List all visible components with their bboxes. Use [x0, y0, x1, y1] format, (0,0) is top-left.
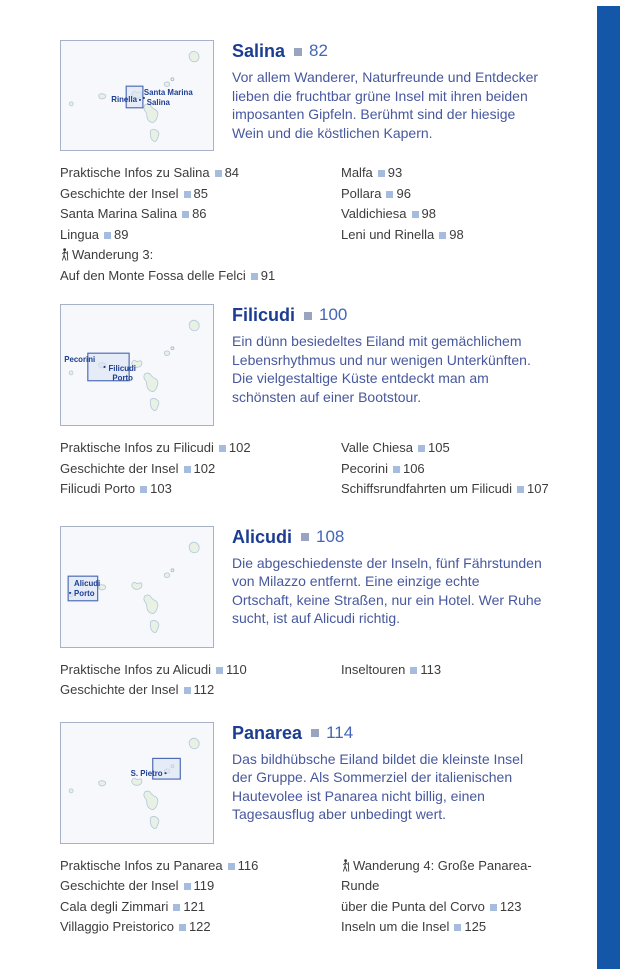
aeolian-islands-map	[61, 305, 213, 425]
toc-entry-page: 107	[527, 481, 549, 496]
toc-entry[interactable]	[341, 917, 570, 938]
toc-entry-label: Lingua	[60, 226, 100, 242]
toc-entry[interactable]	[341, 459, 570, 480]
page-marker	[179, 924, 186, 931]
toc-entry-label: Valdichiesa	[341, 206, 407, 221]
page-marker	[294, 48, 302, 56]
toc-entry[interactable]	[60, 876, 341, 897]
toc-entry-label: Geschichte der Insel	[60, 185, 179, 201]
map-thumbnail-filicudi	[60, 304, 214, 426]
toc-column-left	[60, 438, 341, 500]
toc-entry[interactable]	[341, 204, 570, 225]
toc-entry-label: Praktische Infos zu Alicudi	[60, 661, 212, 677]
toc-entry[interactable]	[341, 163, 570, 184]
page-marker	[104, 232, 111, 239]
toc-entry-label: Leni und Rinella	[341, 226, 435, 242]
page-edge-bar	[597, 6, 620, 969]
section-title: Panarea	[232, 722, 303, 743]
toc-entry-page: 121	[183, 898, 206, 914]
page-marker	[410, 667, 417, 674]
toc-entry-page: 89	[114, 226, 129, 242]
toc-entry[interactable]	[60, 184, 341, 205]
toc-entry-page: 86	[192, 206, 207, 221]
toc-column-right	[341, 163, 570, 286]
toc-entry-page: 116	[237, 857, 259, 873]
page-marker	[454, 924, 461, 931]
map-label-primary: Filicudi	[108, 363, 136, 373]
page-marker	[184, 466, 191, 473]
toc-entry-label: über die Punta del Corvo	[341, 898, 485, 914]
toc-column-left	[60, 856, 341, 938]
section-page-number: 82	[309, 41, 328, 60]
toc-entry-label: Auf den Monte Fossa delle Felci	[60, 267, 246, 283]
map-label-primary: Porto	[74, 588, 95, 598]
toc-entry-page: 110	[226, 661, 247, 677]
page-marker	[251, 273, 258, 280]
toc-entry-page: 91	[260, 267, 276, 283]
toc-entry-page: 123	[499, 898, 522, 914]
page-marker	[182, 211, 189, 218]
aeolian-islands-map	[61, 41, 213, 150]
toc-entry[interactable]	[341, 225, 570, 246]
section-filicudi	[60, 304, 570, 500]
toc-entry[interactable]	[60, 245, 341, 286]
toc-entry-page: 84	[224, 165, 240, 180]
toc-entry-label: Wanderung 3:	[72, 247, 154, 262]
aeolian-islands-map	[61, 723, 213, 843]
page-marker	[393, 466, 400, 473]
hiker-icon	[341, 859, 350, 872]
toc-entry-page: 102	[193, 460, 216, 476]
page-marker	[184, 883, 191, 890]
toc-entry-label: Valle Chiesa	[341, 440, 414, 455]
section-description: Die abgeschiedenste der Inseln, fünf Fährstunden von Milazzo entfernt. Eine einzige echte Ortschaft, keine Straßen, nur ein Hotel. Wer Ruhe sucht, ist auf Alicudi richtig.	[232, 554, 542, 626]
toc-entry-label: Schiffsrundfahrten um Filicudi	[341, 481, 513, 496]
map-label-primary: Santa Marina	[143, 88, 193, 98]
toc-entry-page: 112	[193, 682, 215, 697]
toc-entry-page: 105	[428, 440, 450, 455]
page-marker	[418, 445, 425, 452]
page-marker	[184, 191, 191, 198]
page-marker	[304, 312, 312, 320]
page-marker	[412, 211, 419, 218]
toc-entry-label: Cala degli Zimmari	[60, 898, 169, 914]
toc-entry-page: 106	[402, 460, 425, 476]
page-marker	[140, 486, 147, 493]
toc-entry[interactable]	[60, 459, 341, 480]
toc-column-right	[341, 438, 570, 500]
toc-entry-page: 119	[193, 878, 215, 893]
toc-entry-page: 103	[150, 481, 172, 496]
section-alicudi	[60, 526, 570, 701]
page-marker	[216, 667, 223, 674]
toc-entry[interactable]	[60, 225, 341, 246]
map-thumbnail-panarea	[60, 722, 214, 844]
toc-entry-page: 85	[193, 185, 208, 201]
map-label-secondary: Pecorini	[64, 355, 96, 365]
page-marker	[386, 191, 393, 198]
toc-entry-label: Filicudi Porto	[60, 481, 136, 496]
section-heading	[232, 40, 542, 62]
toc-entry-page: 93	[387, 165, 403, 180]
section-description: Das bildhübsche Eiland bildet die kleinste Insel der Gruppe. Als Sommerziel der italienischen Hautevolee ist Panarea nicht billig, einen Tagesausflug aber unbedingt wert.	[232, 750, 524, 822]
toc-entry[interactable]	[60, 856, 341, 877]
toc-entry[interactable]	[341, 438, 570, 459]
toc-column-right	[341, 856, 570, 938]
toc-entry-label: Praktische Infos zu Filicudi	[60, 440, 214, 455]
toc-column-left	[60, 163, 341, 286]
aeolian-islands-map	[61, 527, 213, 647]
map-label-primary: Salina	[146, 97, 170, 107]
section-panarea	[60, 722, 570, 938]
page-marker	[228, 863, 235, 870]
toc-entry[interactable]	[341, 184, 570, 205]
toc-entry-page: 98	[421, 206, 436, 221]
toc-entry[interactable]	[60, 438, 341, 459]
toc-entry-label: Villaggio Preistorico	[60, 919, 174, 934]
page-marker	[219, 445, 226, 452]
toc-entry-page: 96	[396, 185, 411, 201]
toc-entry[interactable]	[60, 897, 341, 918]
toc-entry-page: 122	[188, 919, 211, 934]
page-marker	[173, 904, 180, 911]
page-marker	[301, 533, 309, 541]
map-label-primary: S. Pietro	[130, 768, 163, 778]
toc-entry-label: Pollara	[341, 185, 382, 201]
section-description: Ein dünn besiedeltes Eiland mit gemächlichem Lebensrhythmus und nur wenigen Unterkünften. Die vielgestaltige Küste entdeckt man am schönsten auf einer Bootstour.	[232, 333, 531, 405]
toc-entry[interactable]	[341, 660, 570, 681]
page-marker	[311, 729, 319, 737]
toc-entry-label: Praktische Infos zu Salina	[60, 165, 210, 180]
page-marker	[439, 232, 446, 239]
section-description: Vor allem Wanderer, Naturfreunde und Entdecker lieben die fruchtbar grüne Insel mit ihren beiden imposanten Gipfeln. Berühmt sind der hiesige Wein und die köstlichen Kapern.	[232, 69, 539, 141]
map-thumbnail-alicudi	[60, 526, 214, 648]
toc-entry[interactable]	[60, 680, 341, 701]
toc-entry-label: Praktische Infos zu Panarea	[60, 857, 223, 873]
section-title: Salina	[232, 41, 286, 61]
page-marker	[490, 904, 497, 911]
toc-entry[interactable]	[60, 660, 341, 681]
toc-entry-page: 125	[464, 919, 487, 934]
toc-entry-label: Santa Marina Salina	[60, 206, 178, 221]
section-page-number: 108	[316, 526, 345, 546]
toc-entry[interactable]	[60, 479, 341, 500]
map-label-secondary: Rinella	[111, 94, 137, 104]
hiker-icon	[60, 248, 69, 261]
toc-column-right	[341, 660, 570, 701]
toc-entry-label: Malfa	[341, 165, 373, 180]
section-page-number: 100	[319, 305, 348, 324]
section-title: Filicudi	[232, 305, 295, 325]
toc-entry[interactable]	[60, 917, 341, 938]
toc-entry-page: 98	[449, 226, 464, 242]
map-label-primary: Porto	[112, 373, 133, 383]
toc-entry[interactable]	[60, 163, 341, 184]
toc-entry-label: Geschichte der Insel	[60, 878, 179, 893]
section-heading	[232, 526, 542, 548]
section-heading	[232, 722, 542, 744]
page-marker	[517, 486, 524, 493]
section-salina	[60, 40, 570, 286]
toc-entry-page: 102	[228, 440, 251, 455]
toc-entry-label: Inseltouren	[341, 661, 406, 677]
page-marker	[215, 170, 222, 177]
toc-entry[interactable]	[60, 204, 341, 225]
section-heading	[232, 304, 542, 326]
toc-entry-label: Inseln um die Insel	[341, 919, 450, 934]
toc-entry[interactable]	[341, 856, 570, 918]
page-marker	[184, 687, 191, 694]
table-of-contents	[60, 40, 570, 938]
page-marker	[378, 170, 385, 177]
toc-entry-label: Geschichte der Insel	[60, 682, 179, 697]
section-page-number: 114	[326, 722, 354, 742]
section-title: Alicudi	[232, 526, 293, 547]
toc-entry-label: Pecorini	[341, 460, 388, 476]
map-thumbnail-salina	[60, 40, 214, 151]
toc-column-left	[60, 660, 341, 701]
toc-entry[interactable]	[341, 479, 570, 500]
toc-entry-page: 113	[420, 661, 442, 677]
map-label-primary: Alicudi	[74, 578, 101, 588]
toc-entry-label: Geschichte der Insel	[60, 460, 179, 476]
toc-entry-label: Wanderung 4: Große Panarea-Runde	[341, 857, 532, 893]
